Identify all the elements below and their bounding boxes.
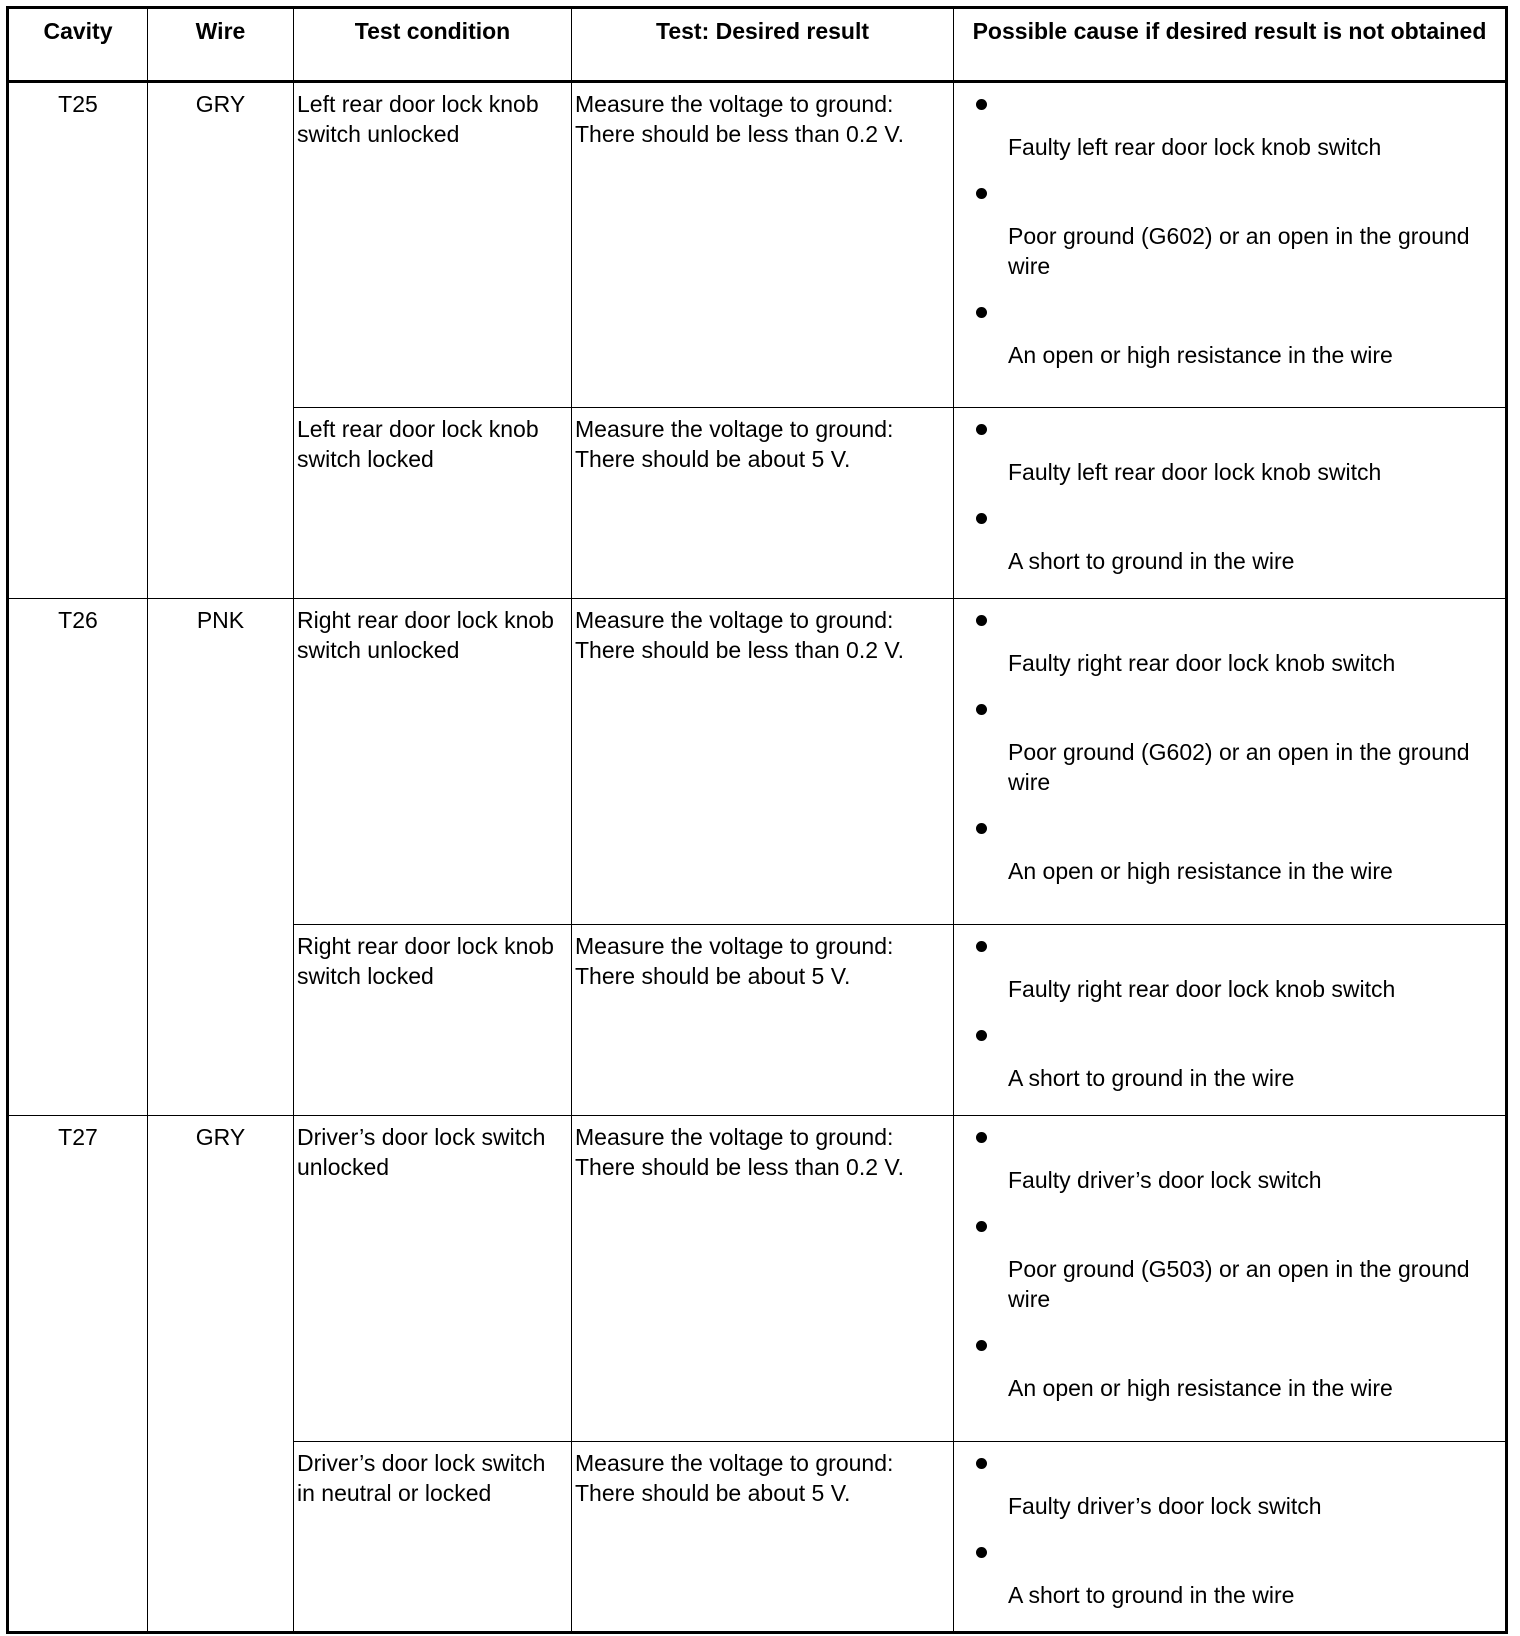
result-cell: Measure the voltage to ground: There should be less than 0.2 V. bbox=[572, 82, 954, 408]
causes-cell bbox=[954, 408, 1507, 599]
cavity-cell: T25 bbox=[8, 82, 148, 599]
causes-cell bbox=[954, 82, 1507, 408]
cause-item bbox=[976, 297, 1505, 370]
cause-text: Faulty right rear door lock knob switch bbox=[1008, 976, 1396, 1002]
cause-text: Faulty left rear door lock knob switch bbox=[1008, 459, 1382, 485]
cause-text: Poor ground (G602) or an open in the ground wire bbox=[1008, 223, 1470, 279]
header-desired-result: Test: Desired result bbox=[572, 8, 954, 82]
cause-item bbox=[976, 813, 1505, 886]
wire-cell: GRY bbox=[148, 1116, 294, 1633]
cause-text: An open or high resistance in the wire bbox=[1008, 342, 1393, 368]
table-row bbox=[8, 1116, 1507, 1442]
cause-text: Faulty driver’s door lock switch bbox=[1008, 1167, 1322, 1193]
bullet-icon bbox=[976, 615, 987, 626]
cause-item bbox=[976, 178, 1505, 281]
bullet-icon bbox=[976, 704, 987, 715]
header-possible-cause: Possible cause if desired result is not obtained bbox=[954, 8, 1507, 82]
bullet-icon bbox=[976, 307, 987, 318]
bullet-icon bbox=[976, 1458, 987, 1469]
result-cell: Measure the voltage to ground: There should be about 5 V. bbox=[572, 1442, 954, 1633]
cause-text: A short to ground in the wire bbox=[1008, 548, 1295, 574]
cause-item bbox=[976, 1122, 1505, 1195]
condition-cell: Left rear door lock knob switch locked bbox=[294, 408, 572, 599]
header-row bbox=[8, 8, 1507, 82]
condition-cell: Driver’s door lock switch in neutral or locked bbox=[294, 1442, 572, 1633]
result-cell: Measure the voltage to ground: There should be less than 0.2 V. bbox=[572, 599, 954, 925]
result-cell: Measure the voltage to ground: There should be less than 0.2 V. bbox=[572, 1116, 954, 1442]
wire-cell: GRY bbox=[148, 82, 294, 599]
cause-item bbox=[976, 605, 1505, 678]
cause-item bbox=[976, 1537, 1505, 1610]
cause-item bbox=[976, 931, 1505, 1004]
cause-item bbox=[976, 694, 1505, 797]
cause-text: A short to ground in the wire bbox=[1008, 1582, 1295, 1608]
table-row bbox=[8, 599, 1507, 925]
bullet-icon bbox=[976, 99, 987, 110]
causes-cell bbox=[954, 599, 1507, 925]
cause-item bbox=[976, 1448, 1505, 1521]
bullet-icon bbox=[976, 1340, 987, 1351]
cause-text: Faulty driver’s door lock switch bbox=[1008, 1493, 1322, 1519]
result-cell: Measure the voltage to ground: There should be about 5 V. bbox=[572, 408, 954, 599]
bullet-icon bbox=[976, 1030, 987, 1041]
causes-cell bbox=[954, 1442, 1507, 1633]
cause-text: Poor ground (G602) or an open in the ground wire bbox=[1008, 739, 1470, 795]
cause-text: Faulty left rear door lock knob switch bbox=[1008, 134, 1382, 160]
wire-cell: PNK bbox=[148, 599, 294, 1116]
cause-item bbox=[976, 414, 1505, 487]
causes-cell bbox=[954, 1116, 1507, 1442]
cause-item bbox=[976, 1330, 1505, 1403]
condition-cell: Left rear door lock knob switch unlocked bbox=[294, 82, 572, 408]
bullet-icon bbox=[976, 1221, 987, 1232]
bullet-icon bbox=[976, 823, 987, 834]
condition-cell: Right rear door lock knob switch locked bbox=[294, 925, 572, 1116]
cause-text: An open or high resistance in the wire bbox=[1008, 1375, 1393, 1401]
bullet-icon bbox=[976, 1132, 987, 1143]
cause-item bbox=[976, 89, 1505, 162]
header-cavity: Cavity bbox=[8, 8, 148, 82]
bullet-icon bbox=[976, 424, 987, 435]
cause-text: Poor ground (G503) or an open in the ground wire bbox=[1008, 1256, 1470, 1312]
bullet-icon bbox=[976, 513, 987, 524]
bullet-icon bbox=[976, 1547, 987, 1558]
header-test-condition: Test condition bbox=[294, 8, 572, 82]
cause-item bbox=[976, 1020, 1505, 1093]
test-table bbox=[6, 6, 1508, 1634]
cause-text: An open or high resistance in the wire bbox=[1008, 858, 1393, 884]
table-row bbox=[8, 82, 1507, 408]
cause-item bbox=[976, 1211, 1505, 1314]
condition-cell: Driver’s door lock switch unlocked bbox=[294, 1116, 572, 1442]
result-cell: Measure the voltage to ground: There should be about 5 V. bbox=[572, 925, 954, 1116]
cavity-cell: T26 bbox=[8, 599, 148, 1116]
cause-text: Faulty right rear door lock knob switch bbox=[1008, 650, 1396, 676]
condition-cell: Right rear door lock knob switch unlocked bbox=[294, 599, 572, 925]
cause-item bbox=[976, 503, 1505, 576]
bullet-icon bbox=[976, 941, 987, 952]
header-wire: Wire bbox=[148, 8, 294, 82]
cause-text: A short to ground in the wire bbox=[1008, 1065, 1295, 1091]
bullet-icon bbox=[976, 188, 987, 199]
causes-cell bbox=[954, 925, 1507, 1116]
cavity-cell: T27 bbox=[8, 1116, 148, 1633]
